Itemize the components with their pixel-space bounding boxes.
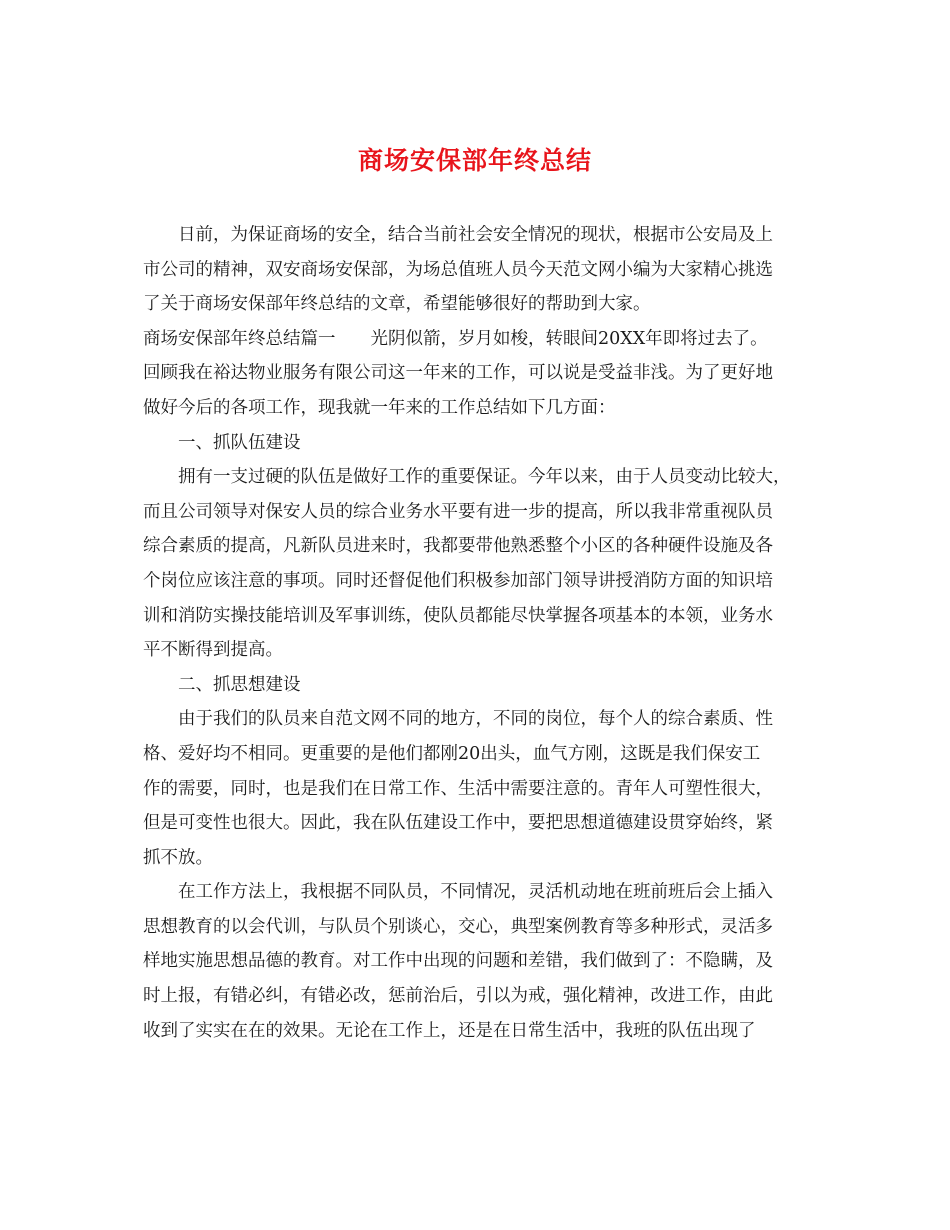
text-line: 市公司的精神，双安商场安保部，为场总值班人员今天范文网小编为大家精心挑选 (143, 259, 773, 280)
text-line: 而且公司领导对保安人员的综合业务水平要有进一步的提高，所以我非常重视队员 (143, 501, 773, 522)
text-line: 样地实施思想品德的教育。对工作中出现的问题和差错，我们做到了：不隐瞒，及 (143, 951, 773, 972)
text-line: 在工作方法上，我根据不同队员，不同情况，灵活机动地在班前班后会上插入 (178, 882, 773, 903)
text-line: 二、抓思想建设 (178, 674, 301, 695)
text-line: 收到了实实在在的效果。无论在工作上，还是在日常生活中，我班的队伍出现了 (143, 1020, 756, 1041)
text-line: 抓不放。 (143, 847, 213, 868)
text-line: 但是可变性也很大。因此，我在队伍建设工作中，要把思想道德建设贯穿始终，紧 (143, 813, 773, 834)
text-line: 时上报，有错必纠，有错必改，惩前治后，引以为戒，强化精神，改进工作，由此 (143, 986, 773, 1007)
text-line: 平不断得到提高。 (143, 640, 283, 661)
text-line: 商场安保部年终总结篇一 光阴似箭，岁月如梭，转眼间20XX年即将过去了。 (143, 328, 768, 349)
document-title: 商场安保部年终总结 (357, 146, 592, 175)
text-line: 综合素质的提高，凡新队员进来时，我都要带他熟悉整个小区的各种硬件设施及各 (143, 536, 773, 557)
text-line: 格、爱好均不相同。更重要的是他们都刚20出头，血气方刚，这既是我们保安工 (143, 743, 761, 764)
text-line: 了关于商场安保部年终总结的文章，希望能够很好的帮助到大家。 (143, 294, 651, 315)
text-line: 作的需要，同时，也是我们在日常工作、生活中需要注意的。青年人可塑性很大， (143, 778, 773, 799)
text-line: 训和消防实操技能培训及军事训练，使队员都能尽快掌握各项基本的本领，业务水 (143, 605, 773, 626)
text-line: 个岗位应该注意的事项。同时还督促他们积极参加部门领导讲授消防方面的知识培 (143, 570, 773, 591)
text-line: 日前，为保证商场的安全，结合当前社会安全情况的现状，根据市公安局及上 (178, 225, 773, 245)
document-body (143, 218, 827, 1048)
text-line: 思想教育的以会代训，与队员个别谈心，交心，典型案例教育等多种形式，灵活多 (143, 916, 773, 937)
text-line: 拥有一支过硬的队伍是做好工作的重要保证。今年以来，由于人员变动比较大， (178, 467, 791, 488)
text-line: 做好今后的各项工作，现我就一年来的工作总结如下几方面： (143, 397, 616, 418)
text-line: 由于我们的队员来自范文网不同的地方，不同的岗位，每个人的综合素质、性 (178, 709, 773, 730)
text-line: 回顾我在裕达物业服务有限公司这一年来的工作，可以说是受益非浅。为了更好地 (143, 363, 773, 384)
text-line: 一、抓队伍建设 (178, 432, 301, 453)
